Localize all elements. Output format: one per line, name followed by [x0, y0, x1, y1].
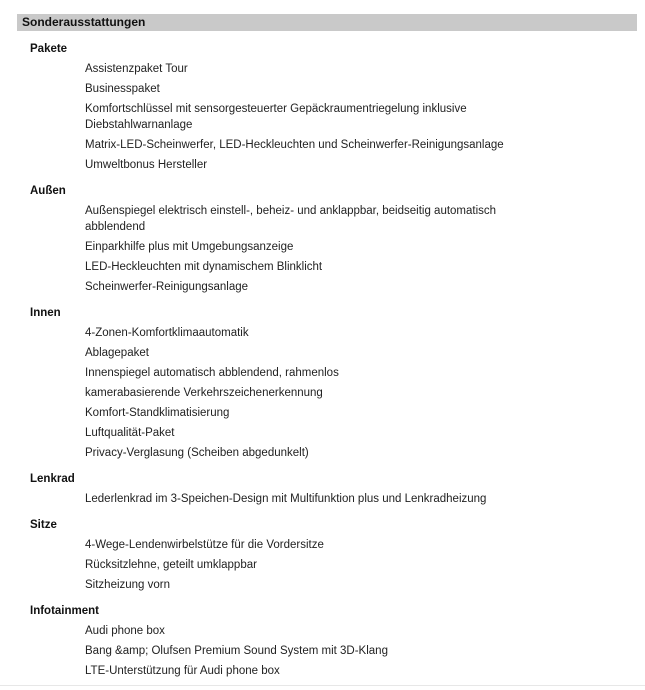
equipment-item: Rücksitzlehne, geteilt umklappbar	[85, 559, 257, 571]
category-label: Infotainment	[30, 605, 99, 617]
sections-container	[0, 41, 645, 679]
category-label: Lenkrad	[30, 473, 75, 485]
category-label: Pakete	[30, 43, 68, 55]
equipment-item: Matrix-LED-Scheinwerfer, LED-Heckleuchten und Scheinwerfer-Reinigungsanlage	[85, 139, 504, 151]
equipment-item: Ablagepaket	[85, 347, 149, 359]
equipment-item: Sitzheizung vorn	[85, 579, 171, 591]
equipment-item: Einparkhilfe plus mit Umgebungsanzeige	[85, 241, 294, 253]
equipment-item: Komfort-Standklimatisierung	[85, 407, 230, 419]
equipment-item: LTE-Unterstützung für Audi phone box	[85, 665, 280, 677]
equipment-item: LED-Heckleuchten mit dynamischem Blinklicht	[85, 261, 323, 273]
equipment-item: 4-Zonen-Komfortklimaautomatik	[85, 327, 249, 339]
equipment-item: Komfortschlüssel mit sensorgesteuerter Gepäckraumentriegelung inklusive Diebstahlwarnanlage	[85, 103, 467, 131]
equipment-item: Scheinwerfer-Reinigungsanlage	[85, 281, 249, 293]
equipment-item: Außenspiegel elektrisch einstell-, beheiz- und anklappbar, beidseitig automatisch abblendend	[85, 205, 497, 233]
equipment-item: Assistenzpaket Tour	[85, 63, 188, 75]
equipment-item: Lederlenkrad im 3-Speichen-Design mit Multifunktion plus und Lenkradheizung	[85, 493, 487, 505]
category-label: Sitze	[30, 519, 57, 531]
equipment-item: Privacy-Verglasung (Scheiben abgedunkelt)	[85, 447, 309, 459]
category-label: Innen	[30, 307, 61, 319]
equipment-item: kamerabasierende Verkehrszeichenerkennung	[85, 387, 323, 399]
equipment-item: Businesspaket	[85, 83, 160, 95]
category-label: Außen	[30, 185, 66, 197]
section-title-bar: Sonderausstattungen	[17, 14, 637, 31]
equipment-item: 4-Wege-Lendenwirbelstütze für die Vordersitze	[85, 539, 324, 551]
equipment-item: Innenspiegel automatisch abblendend, rahmenlos	[85, 367, 339, 379]
equipment-item: Umweltbonus Hersteller	[85, 159, 208, 171]
equipment-item: Luftqualität-Paket	[85, 427, 175, 439]
equipment-item: Bang &amp; Olufsen Premium Sound System mit 3D-Klang	[85, 645, 388, 657]
equipment-item: Audi phone box	[85, 625, 165, 637]
bottom-divider	[0, 685, 645, 686]
